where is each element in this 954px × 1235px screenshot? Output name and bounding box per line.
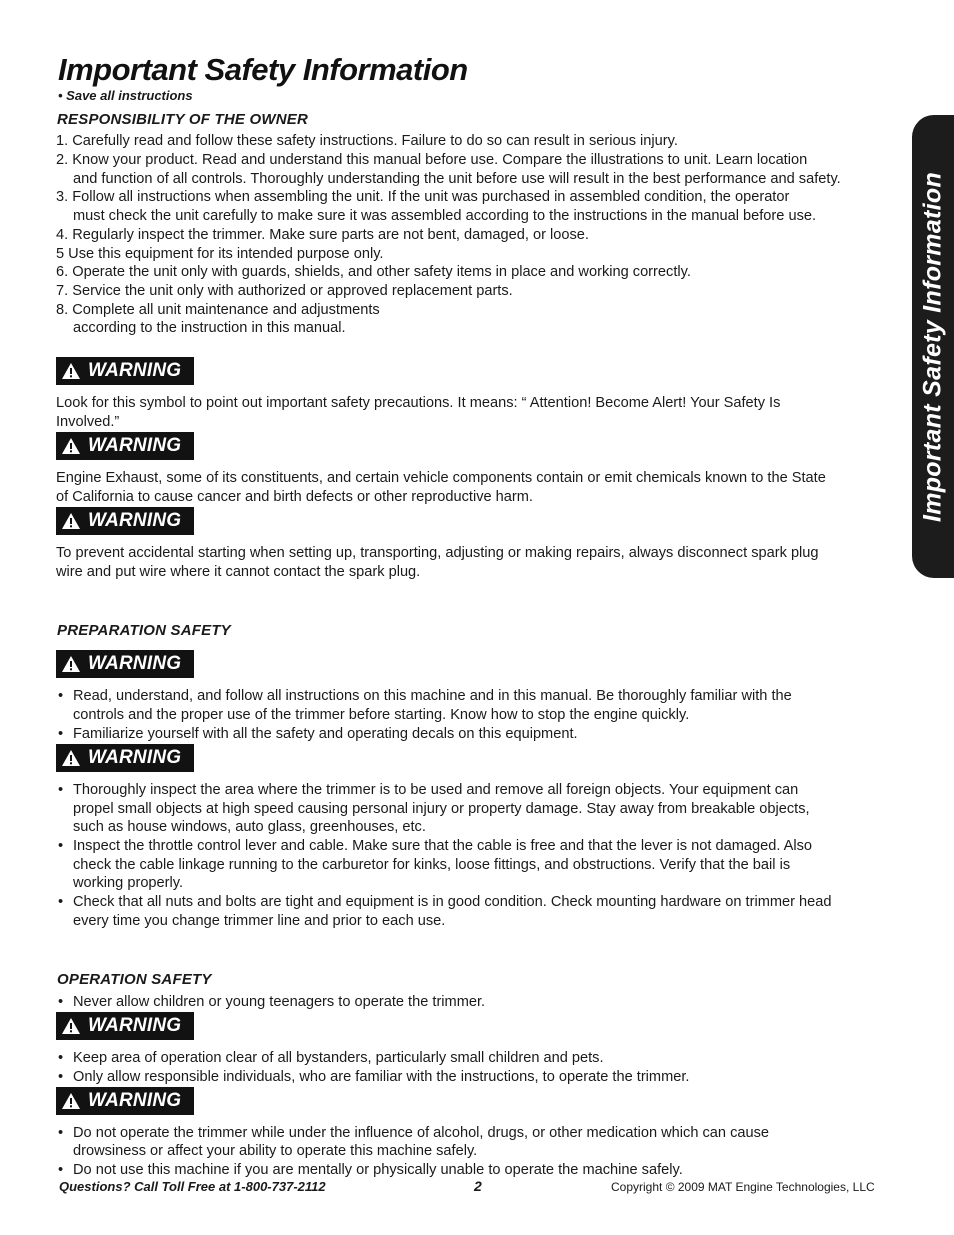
list-item: Inspect the throttle control lever and cable. Make sure that the cable is free and that the lever is not damaged. Also: [73, 838, 813, 854]
bullet: •: [58, 1162, 64, 1178]
warning-triangle-icon: [62, 1093, 80, 1109]
side-section-tab: [912, 115, 954, 578]
page-number: 2: [474, 1178, 482, 1194]
heading-responsibility: RESPONSIBILITY OF THE OWNER: [57, 111, 308, 128]
warning-triangle-icon: [62, 656, 80, 672]
warning-badge: [56, 432, 194, 460]
bullet: •: [58, 994, 64, 1010]
list-item: Never allow children or young teenagers to operate the trimmer.: [73, 994, 486, 1010]
warning-text: Engine Exhaust, some of its constituents, and certain vehicle components contain or emit chemicals known to the State: [56, 470, 826, 486]
heading-operation-safety: OPERATION SAFETY: [57, 971, 212, 988]
bullet: •: [58, 688, 64, 704]
warning-badge: [56, 744, 194, 772]
warning-label: WARNING: [88, 653, 182, 674]
list-item-continuation: must check the unit carefully to make sure it was assembled according to the instructions in the manual before use.: [73, 208, 817, 224]
bullet: •: [58, 1125, 64, 1141]
list-item-continuation: such as house windows, auto glass, greenhouses, etc.: [73, 819, 426, 835]
list-item-continuation: and function of all controls. Thoroughly understanding the unit before use will result in the best performance and safety.: [73, 171, 841, 187]
list-item: 3. Follow all instructions when assembling the unit. If the unit was purchased in assembled condition, the operator: [56, 189, 790, 205]
warning-label: WARNING: [88, 1015, 182, 1036]
list-item: 6. Operate the unit only with guards, shields, and other safety items in place and working correctly.: [56, 264, 691, 280]
bullet: •: [58, 1069, 64, 1085]
warning-label: WARNING: [88, 360, 182, 381]
warning-badge: [56, 357, 194, 385]
list-item-continuation: drowsiness or affect your ability to operate this machine safely.: [73, 1143, 478, 1159]
warning-text: Look for this symbol to point out important safety precautions. It means: “ Attention! Become Alert! Your Safety Is: [56, 395, 781, 411]
warning-label: WARNING: [88, 510, 182, 531]
warning-text: of California to cause cancer and birth defects or other reproductive harm.: [56, 489, 533, 505]
footer-phone: Questions? Call Toll Free at 1-800-737-2112: [59, 1179, 326, 1194]
list-item-continuation: propel small objects at high speed causing personal injury or property damage. Stay away from breakable objects,: [73, 801, 810, 817]
warning-triangle-icon: [62, 513, 80, 529]
warning-triangle-icon: [62, 750, 80, 766]
footer-copyright: Copyright © 2009 MAT Engine Technologies, LLC: [611, 1180, 875, 1194]
list-item-continuation: controls and the proper use of the trimmer before starting. Know how to stop the engine quickly.: [73, 707, 690, 723]
list-item-continuation: every time you change trimmer line and prior to each use.: [73, 913, 446, 929]
warning-triangle-icon: [62, 438, 80, 454]
bullet: •: [58, 838, 64, 854]
bullet: •: [58, 782, 64, 798]
save-instructions-note: • Save all instructions: [58, 88, 193, 103]
list-item: Thoroughly inspect the area where the trimmer is to be used and remove all foreign objects. Your equipment can: [73, 782, 799, 798]
warning-label: WARNING: [88, 435, 182, 456]
list-item: 7. Service the unit only with authorized or approved replacement parts.: [56, 283, 513, 299]
list-item: 5 Use this equipment for its intended purpose only.: [56, 246, 384, 262]
warning-label: WARNING: [88, 1090, 182, 1111]
side-tab-label: Important Safety Information: [918, 171, 947, 522]
list-item: Do not use this machine if you are mentally or physically unable to operate the machine safely.: [73, 1162, 683, 1178]
list-item: 2. Know your product. Read and understand this manual before use. Compare the illustrations to unit. Learn location: [56, 152, 808, 168]
bullet: •: [58, 1050, 64, 1066]
page-title: Important Safety Information: [58, 52, 468, 87]
bullet: •: [58, 726, 64, 742]
heading-preparation-safety: PREPARATION SAFETY: [57, 622, 231, 639]
list-item: Familiarize yourself with all the safety and operating decals on this equipment.: [73, 726, 578, 742]
warning-triangle-icon: [62, 1018, 80, 1034]
list-item-continuation: check the cable linkage running to the carburetor for kinks, loose fittings, and obstructions. Verify that the bail is: [73, 857, 791, 873]
list-item-continuation: working properly.: [73, 875, 184, 891]
list-item: 8. Complete all unit maintenance and adjustments: [56, 302, 380, 318]
list-item-continuation: according to the instruction in this manual.: [73, 320, 346, 336]
list-item: 4. Regularly inspect the trimmer. Make sure parts are not bent, damaged, or loose.: [56, 227, 589, 243]
warning-text: To prevent accidental starting when setting up, transporting, adjusting or making repairs, always disconnect spark plug: [56, 545, 819, 561]
list-item: Do not operate the trimmer while under the influence of alcohol, drugs, or other medication which can cause: [73, 1125, 770, 1141]
warning-text: Involved.”: [56, 414, 120, 430]
warning-triangle-icon: [62, 363, 80, 379]
warning-label: WARNING: [88, 747, 182, 768]
list-item: 1. Carefully read and follow these safety instructions. Failure to do so can result in serious injury.: [56, 133, 678, 149]
list-item: Only allow responsible individuals, who are familiar with the instructions, to operate the trimmer.: [73, 1069, 690, 1085]
warning-badge: [56, 650, 194, 678]
bullet: •: [58, 894, 64, 910]
list-item: Read, understand, and follow all instructions on this machine and in this manual. Be thoroughly familiar with the: [73, 688, 792, 704]
warning-text: wire and put wire where it cannot contact the spark plug.: [56, 564, 421, 580]
list-item: Keep area of operation clear of all bystanders, particularly small children and pets.: [73, 1050, 604, 1066]
list-item: Check that all nuts and bolts are tight and equipment is in good condition. Check mounting hardware on trimmer head: [73, 894, 832, 910]
warning-badge: [56, 1012, 194, 1040]
warning-badge: [56, 1087, 194, 1115]
warning-badge: [56, 507, 194, 535]
